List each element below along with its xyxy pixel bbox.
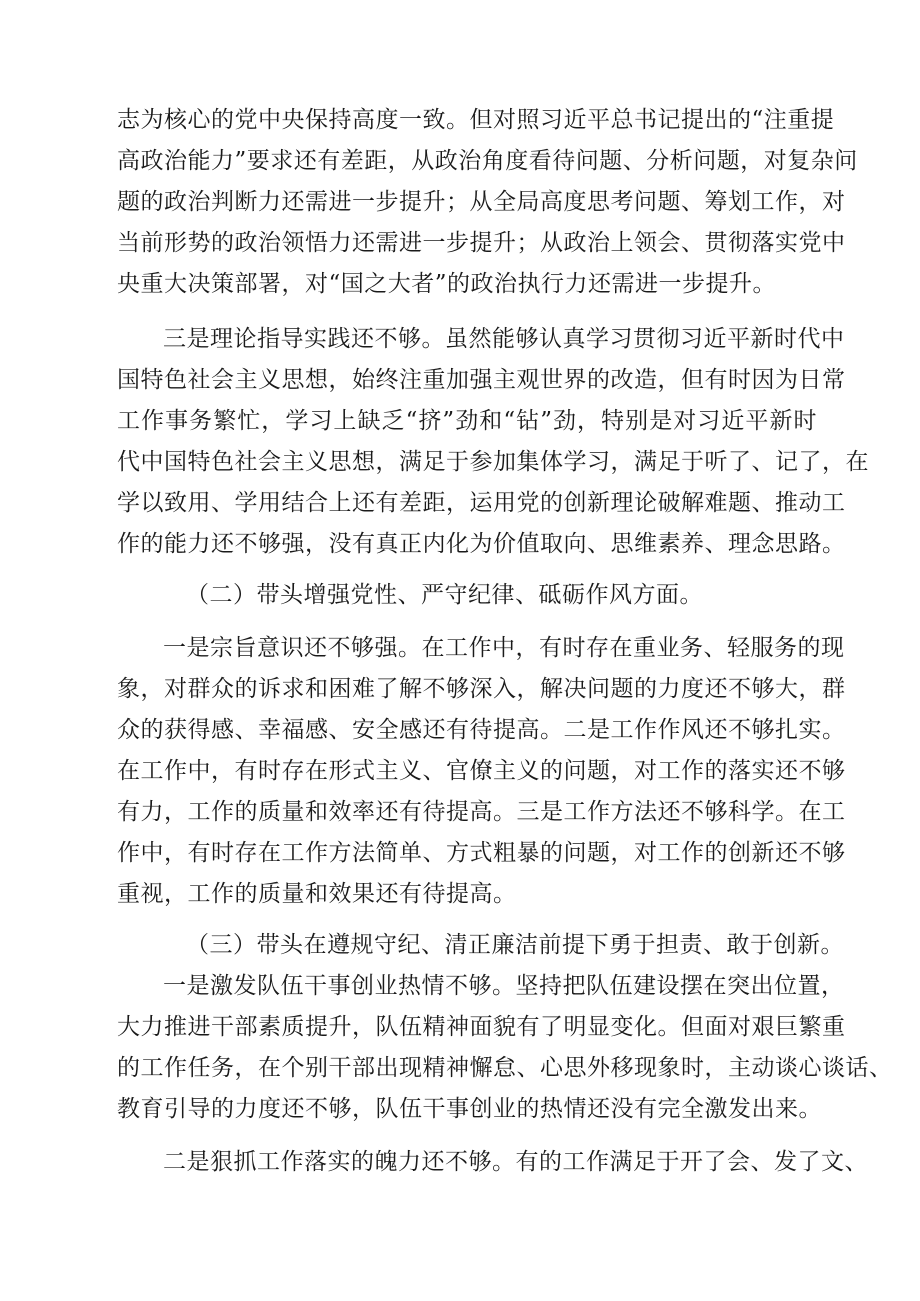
text-line: 在工作中，有时存在形式主义、官僚主义的问题，对工作的落实还不够 [117, 758, 846, 784]
section-heading: （三）带头在遵规守纪、清正廉洁前提下勇于担责、敢于创新。 [186, 932, 844, 958]
text-line: 有力，工作的质量和效率还有待提高。三是工作方法还不够科学。在工 [117, 799, 846, 825]
text-line: 题的政治判断力还需进一步提升；从全局高度思考问题、筹划工作，对 [117, 189, 846, 215]
paragraph-first-line: 一是激发队伍干事创业热情不够。坚持把队伍建设摆在突出位置， [163, 973, 845, 999]
text-line: 重视，工作的质量和效果还有待提高。 [117, 881, 517, 907]
paragraph-first-line: 三是理论指导实践还不够。虽然能够认真学习贯彻习近平新时代中 [163, 326, 845, 352]
text-line: 作中，有时存在工作方法简单、方式粗暴的问题，对工作的创新还不够 [117, 840, 846, 866]
text-line: 国特色社会主义思想，始终注重加强主观世界的改造，但有时因为日常 [117, 367, 846, 393]
text-line: 作的能力还不够强，没有真正内化为价值取向、思维素养、理念思路。 [117, 531, 846, 557]
text-line: 志为核心的党中央保持高度一致。但对照习近平总书记提出的“注重提 [117, 107, 835, 133]
text-line: 大力推进干部素质提升，队伍精神面貌有了明显变化。但面对艰巨繁重 [117, 1014, 846, 1040]
paragraph-first-line: 二是狠抓工作落实的魄力还不够。有的工作满足于开了会、发了文、 [163, 1149, 868, 1175]
text-line: 的工作任务，在个别干部出现精神懈怠、心思外移现象时，主动谈心谈话、 [117, 1055, 893, 1081]
text-line: 代中国特色社会主义思想，满足于参加集体学习，满足于听了、记了，在 [117, 449, 869, 475]
text-line: 高政治能力”要求还有差距，从政治角度看待问题、分析问题，对复杂问 [117, 148, 858, 174]
section-heading: （二）带头增强党性、严守纪律、砥砺作风方面。 [186, 582, 703, 608]
text-line: 教育引导的力度还不够，队伍干事创业的热情还没有完全激发出来。 [117, 1096, 822, 1122]
text-line: 当前形势的政治领悟力还需进一步提升；从政治上领会、贯彻落实党中 [117, 230, 846, 256]
text-line: 央重大决策部署，对“国之大者”的政治执行力还需进一步提升。 [117, 271, 777, 297]
text-line: 象，对群众的诉求和困难了解不够深入，解决问题的力度还不够大，群 [117, 676, 846, 702]
text-line: 众的获得感、幸福感、安全感还有待提高。二是工作作风还不够扎实。 [117, 717, 846, 743]
paragraph-first-line: 一是宗旨意识还不够强。在工作中，有时存在重业务、轻服务的现 [163, 635, 845, 661]
text-line: 工作事务繁忙，学习上缺乏“挤”劲和“钻”劲，特别是对习近平新时 [117, 408, 817, 434]
text-line: 学以致用、学用结合上还有差距，运用党的创新理论破解难题、推动工 [117, 490, 846, 516]
